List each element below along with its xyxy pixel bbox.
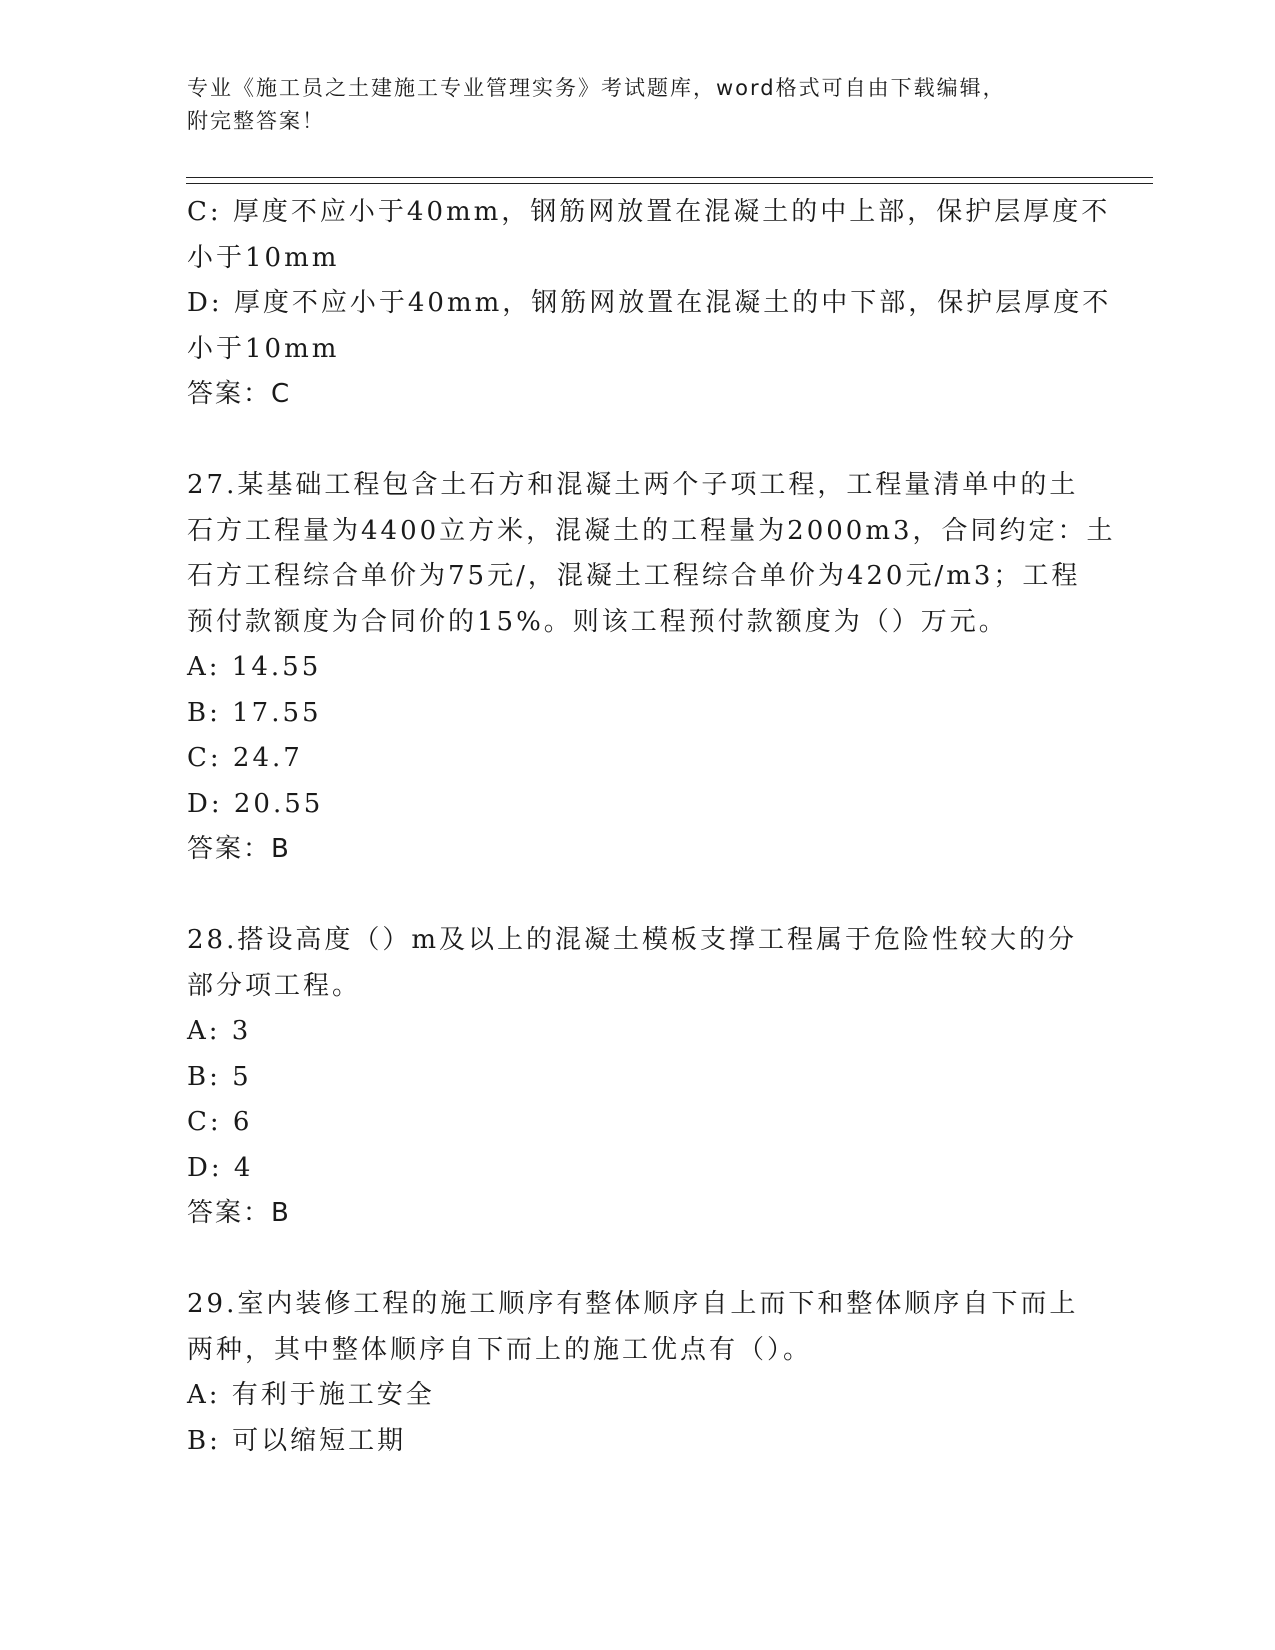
question-stem-line: 29.室内装修工程的施工顺序有整体顺序自上而下和整体顺序自下而上: [187, 1289, 1079, 1319]
question-stem-line: 27.某基础工程包含土石方和混凝土两个子项工程，工程量清单中的土: [187, 470, 1079, 500]
option-b: B: 可以缩短工期: [187, 1425, 407, 1456]
spacer: [187, 1237, 1087, 1283]
answer-28: 答案：B: [187, 1198, 291, 1228]
spacer: [187, 873, 1087, 919]
header-divider-bottom: [186, 183, 1153, 184]
option-b: B: 5: [187, 1061, 252, 1092]
header-line-1: 专业《施工员之土建施工专业管理实务》考试题库，word格式可自由下载编辑，: [187, 76, 1006, 100]
document-header: [187, 72, 1067, 138]
question-stem-line: 部分项工程。: [187, 970, 362, 1001]
answer-26: 答案：C: [187, 379, 292, 409]
option-a: A: 有利于施工安全: [187, 1380, 435, 1410]
question-stem-line: 预付款额度为合同价的15%。则该工程预付款额度为（）万元。: [187, 606, 1008, 637]
question-27: [187, 463, 1116, 873]
option-d-continued: 小于10mm: [187, 333, 340, 364]
question-stem-line: 石方工程量为4400立方米，混凝土的工程量为2000m3，合同约定：土: [187, 515, 1116, 546]
question-stem-line: 28.搭设高度（）m及以上的混凝土模板支撑工程属于危险性较大的分: [187, 925, 1078, 955]
header-line-2: 附完整答案！: [187, 109, 325, 133]
question-29: [187, 1282, 1087, 1464]
question-28: [187, 918, 1087, 1237]
option-d: D: 厚度不应小于40mm，钢筋网放置在混凝土的中下部，保护层厚度不: [187, 288, 1112, 318]
answer-27: 答案：B: [187, 834, 291, 864]
question-26-tail: [187, 190, 1112, 418]
spacer: [187, 418, 1087, 464]
header-divider-top: [186, 177, 1153, 178]
option-c: C: 6: [187, 1107, 253, 1137]
option-c: C: 厚度不应小于40mm，钢筋网放置在混凝土的中上部，保护层厚度不: [187, 197, 1111, 227]
option-c: C: 24.7: [187, 743, 303, 773]
question-stem-line: 石方工程综合单价为75元/，混凝土工程综合单价为420元/m3；工程: [187, 561, 1081, 591]
option-d: D: 4: [187, 1152, 254, 1183]
question-stem-line: 两种，其中整体顺序自下而上的施工优点有（）。: [187, 1334, 813, 1365]
option-d: D: 20.55: [187, 788, 324, 819]
option-b: B: 17.55: [187, 697, 322, 728]
option-a: A: 3: [187, 1016, 252, 1046]
option-c-continued: 小于10mm: [187, 242, 340, 273]
question-list: [187, 190, 1116, 1464]
option-a: A: 14.55: [187, 652, 322, 682]
